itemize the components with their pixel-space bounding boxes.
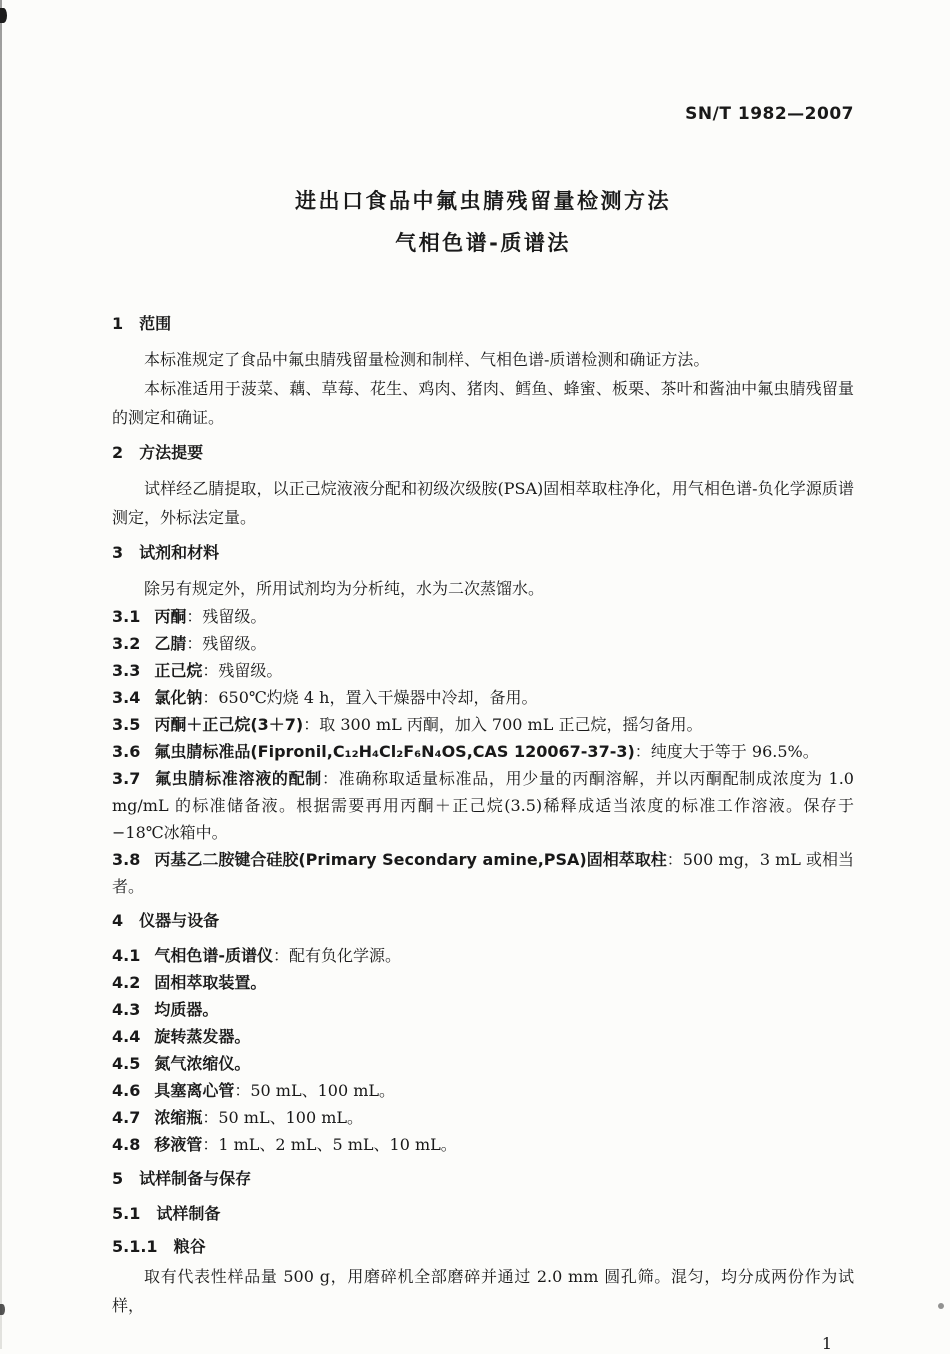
clause-term: 固相萃取装置。 xyxy=(154,973,267,992)
clause-term: 丙酮 xyxy=(154,607,187,626)
clause-item xyxy=(112,969,854,996)
clause-text: ：残留级。 xyxy=(186,607,267,626)
scan-edge-shadow xyxy=(0,0,2,1349)
clause-title: 方法提要 xyxy=(139,443,204,462)
clause-term: 丙酮＋正己烷(3＋7) xyxy=(154,715,304,734)
clause-item xyxy=(112,711,854,738)
clause-title: 仪器与设备 xyxy=(139,911,220,930)
clause-term: 气相色谱-质谱仪 xyxy=(154,946,273,965)
clause-text: ：50 mL、100 mL。 xyxy=(234,1081,396,1100)
clause-number: 4.7 xyxy=(112,1108,141,1127)
paragraph: 本标准适用于菠菜、藕、草莓、花生、鸡肉、猪肉、鳕鱼、蜂蜜、板栗、茶叶和酱油中氟虫腈残留量的测定和确证。 xyxy=(112,379,854,427)
clause-title: 试剂和材料 xyxy=(139,543,220,562)
clause-number: 4.6 xyxy=(112,1081,141,1100)
scan-artifact xyxy=(938,1303,944,1309)
clause-number: 3.2 xyxy=(112,634,141,653)
clause-item xyxy=(112,1104,854,1131)
clause-item xyxy=(112,1050,854,1077)
clause-term: 氮气浓缩仪。 xyxy=(154,1054,251,1073)
clause-text: ：50 mL、100 mL。 xyxy=(202,1108,364,1127)
clause-item xyxy=(112,996,854,1023)
scan-artifact xyxy=(0,1304,5,1315)
standard-number: SN/T 1982—2007 xyxy=(685,104,854,124)
clause-number: 4.1 xyxy=(112,946,141,965)
section-heading xyxy=(112,539,854,566)
page-number: 1 xyxy=(821,1334,832,1353)
clause-term: 乙腈 xyxy=(154,634,187,653)
clause-item xyxy=(112,630,854,657)
scan-artifact xyxy=(0,8,7,23)
clause-term: 氟虫腈标准溶液的配制 xyxy=(154,769,322,788)
clause-term: 具塞离心管 xyxy=(154,1081,235,1100)
clause-number: 3.5 xyxy=(112,715,141,734)
clause-number: 3.1 xyxy=(112,607,141,626)
clause-item xyxy=(112,1077,854,1104)
clause-term: 氟虫腈标准品(Fipronil,C₁₂H₄Cl₂F₆N₄OS,CAS 120067-37-3) xyxy=(154,742,635,761)
clause-title: 试样制备 xyxy=(156,1204,221,1223)
clause-number: 4 xyxy=(112,911,124,930)
clause-number: 4.5 xyxy=(112,1054,141,1073)
clause-number: 4.4 xyxy=(112,1027,141,1046)
clause-item xyxy=(112,942,854,969)
paragraph: 试样经乙腈提取，以正己烷液液分配和初级次级胺(PSA)固相萃取柱净化，用气相色谱-负化学源质谱测定，外标法定量。 xyxy=(112,479,854,527)
paragraph: 本标准规定了食品中氟虫腈残留量检测和制样、气相色谱-质谱检测和确证方法。 xyxy=(144,350,710,369)
clause-text: ：1 mL、2 mL、5 mL、10 mL。 xyxy=(202,1135,457,1154)
section-heading xyxy=(112,310,854,337)
section-heading xyxy=(112,907,854,934)
document-title-line2: 气相色谱-质谱法 xyxy=(395,231,571,255)
clause-number: 5.1.1 xyxy=(112,1237,158,1256)
clause-text: ：配有负化学源。 xyxy=(273,946,402,965)
document-body xyxy=(112,310,854,1320)
clause-number: 2 xyxy=(112,443,124,462)
clause-number: 4.8 xyxy=(112,1135,141,1154)
clause-item xyxy=(112,1023,854,1050)
clause-item xyxy=(112,684,854,711)
clause-number: 3.3 xyxy=(112,661,141,680)
clause-number: 4.2 xyxy=(112,973,141,992)
clause-text: ：残留级。 xyxy=(186,634,267,653)
document-title xyxy=(112,180,854,264)
clause-text: ：500 mg，3 mL 或相当者。 xyxy=(112,850,854,896)
clause-title: 粮谷 xyxy=(173,1237,206,1256)
clause-text: ：残留级。 xyxy=(202,661,283,680)
clause-number: 3.6 xyxy=(112,742,141,761)
clause-number: 3 xyxy=(112,543,124,562)
clause-text: ：取 300 mL 丙酮，加入 700 mL 正己烷，摇匀备用。 xyxy=(303,715,703,734)
clause-item xyxy=(112,846,854,900)
clause-term: 移液管 xyxy=(154,1135,203,1154)
document-title-line1: 进出口食品中氟虫腈残留量检测方法 xyxy=(295,189,671,213)
clause-term: 丙基乙二胺键合硅胶(Primary Secondary amine,PSA)固相萃取柱 xyxy=(154,850,667,869)
clause-term: 浓缩瓶 xyxy=(154,1108,203,1127)
clause-text: ：650℃灼烧 4 h，置入干燥器中冷却，备用。 xyxy=(202,688,538,707)
section-heading xyxy=(112,1200,854,1227)
section-heading xyxy=(112,439,854,466)
clause-number: 5.1 xyxy=(112,1204,141,1223)
clause-text: ：纯度大于等于 96.5%。 xyxy=(634,742,819,761)
clause-number: 3.8 xyxy=(112,850,141,869)
clause-number: 4.3 xyxy=(112,1000,141,1019)
clause-item xyxy=(112,738,854,765)
section-heading xyxy=(112,1165,854,1192)
clause-text: ：准确称取适量标准品，用少量的丙酮溶解，并以丙酮配制成浓度为 1.0 mg/mL 的标准储备液。根据需要再用丙酮＋正己烷(3.5)稀释成适当浓度的标准工作溶液。保存于−18℃冰箱中。 xyxy=(112,769,854,842)
paragraph: 取有代表性样品量 500 g，用磨碎机全部磨碎并通过 2.0 mm 圆孔筛。混匀，均分成两份作为试样， xyxy=(112,1267,854,1315)
clause-item xyxy=(112,603,854,630)
clause-term: 氯化钠 xyxy=(154,688,203,707)
clause-term: 均质器。 xyxy=(154,1000,219,1019)
clause-item xyxy=(112,1131,854,1158)
clause-number: 3.7 xyxy=(112,769,141,788)
section-heading xyxy=(112,1233,854,1260)
clause-title: 试样制备与保存 xyxy=(139,1169,252,1188)
paragraph: 除另有规定外，所用试剂均为分析纯，水为二次蒸馏水。 xyxy=(144,579,545,598)
clause-term: 正己烷 xyxy=(154,661,203,680)
clause-number: 1 xyxy=(112,314,124,333)
clause-number: 5 xyxy=(112,1169,124,1188)
clause-term: 旋转蒸发器。 xyxy=(154,1027,251,1046)
clause-number: 3.4 xyxy=(112,688,141,707)
clause-item xyxy=(112,657,854,684)
clause-title: 范围 xyxy=(139,314,172,333)
clause-item xyxy=(112,765,854,846)
